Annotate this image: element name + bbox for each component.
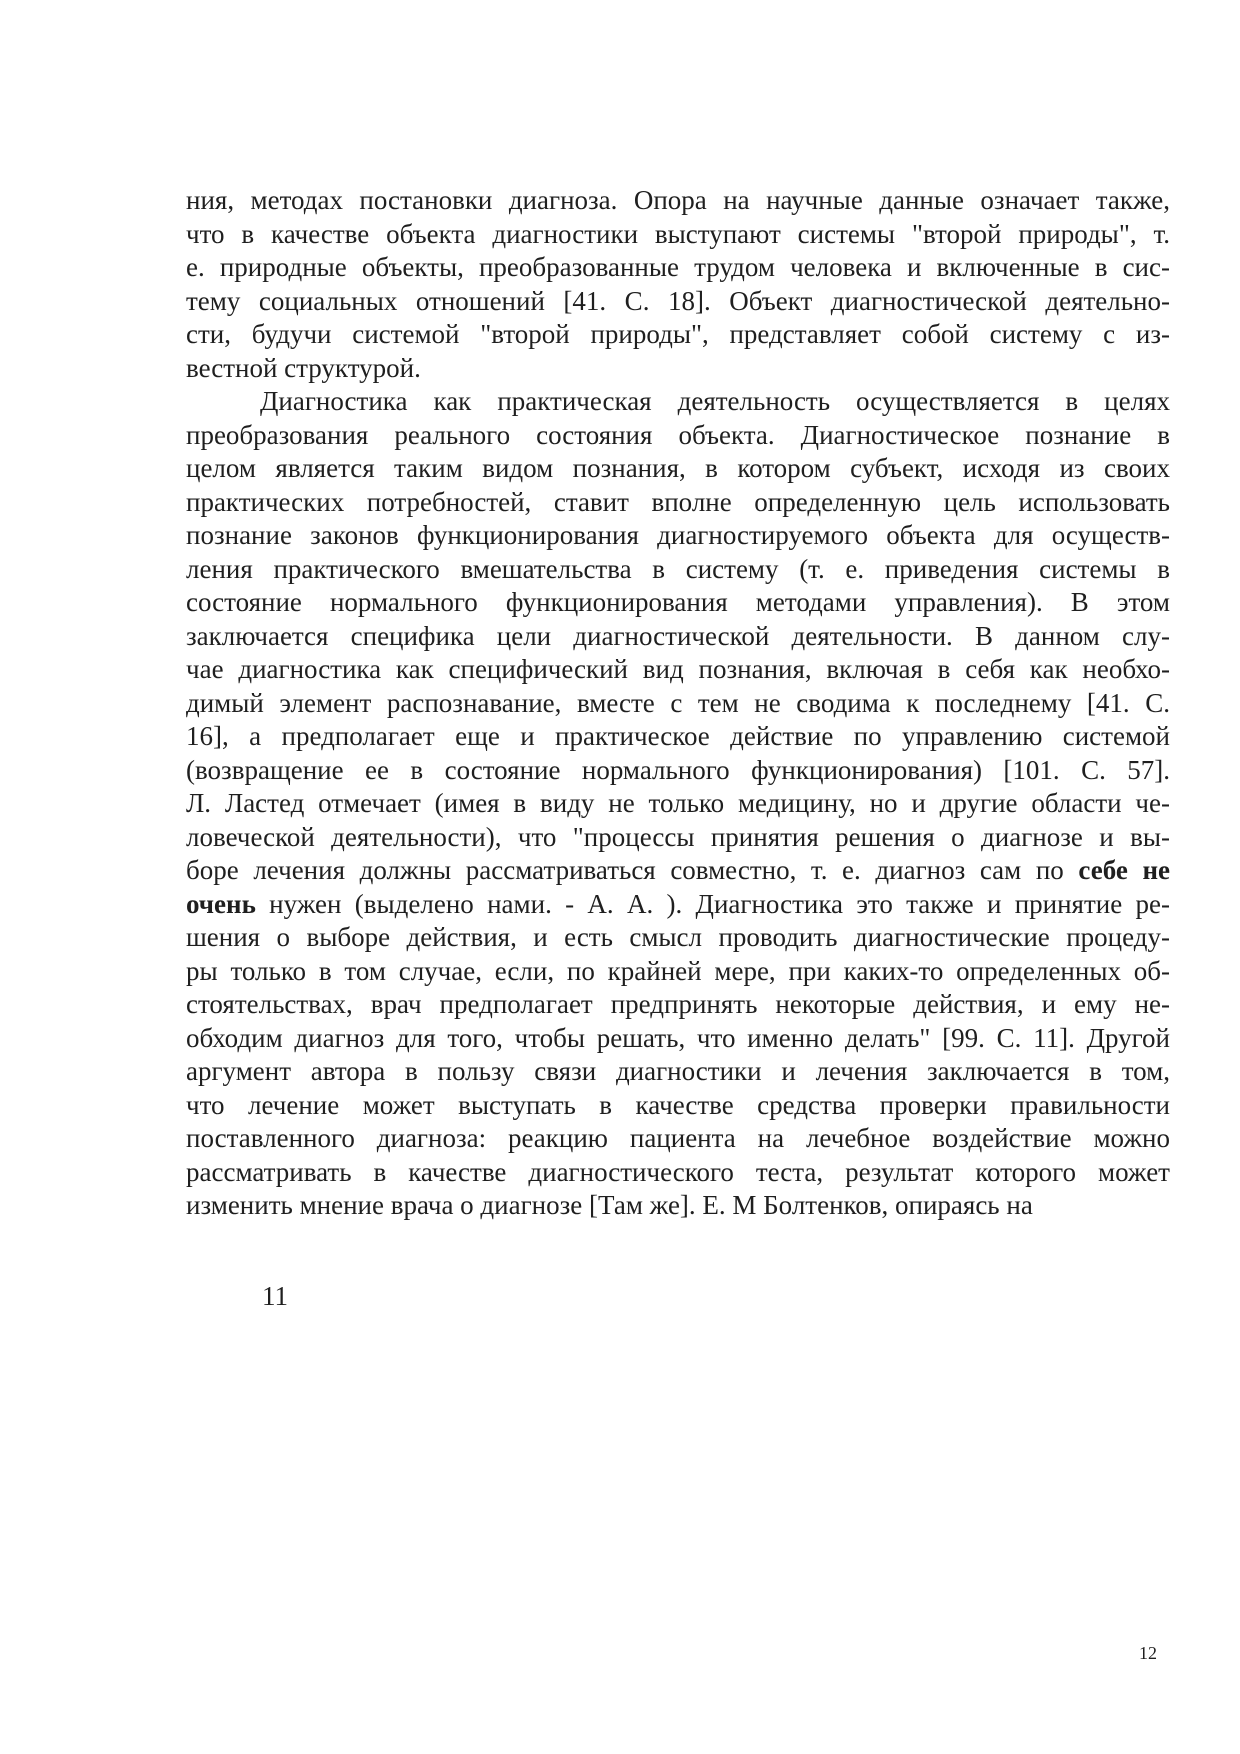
text-line: ления практического вмешательства в систему (т. е. приведения системы в [186,553,1170,584]
text-line: чае диагностика как специфический вид познания, включая в себя как необхо- [186,654,1170,684]
text-line: заключается специфика цели диагностической деятельности. В данном слу- [186,620,1170,651]
text-line: изменить мнение врача о диагнозе [Там же]. Е. М Болтенков, опираясь на [186,1190,1033,1220]
text-line: аргумент автора в пользу связи диагностики и лечения заключается в том, [186,1056,1170,1086]
text-line: ловеческой деятельности), что "процессы принятия решения о диагнозе и вы- [186,821,1170,852]
text-run: нужен (выделено нами. - А. А. ). Диагностика это также и принятие ре- [255,888,1170,919]
text-line: сти, будучи системой "второй природы", представляет собой систему с из- [186,319,1170,349]
text-line: рассматривать в качестве диагностического теста, результат которого может [186,1156,1170,1187]
text-line: практических потребностей, ставит вполне определенную цель использовать [186,486,1170,517]
text-line: поставленного диагноза: реакцию пациента на лечебное воздействие можно [186,1123,1170,1153]
text-line: (возвращение ее в состояние нормального функционирования) [101. С. 57]. [186,754,1170,785]
text-run: боре лечения должны рассматриваться совместно, т. е. диагноз сам по [186,855,1079,885]
text-line: ры только в том случае, если, по крайней мере, при каких-то определенных об- [186,955,1170,986]
text-line: целом является таким видом познания, в котором субъект, исходя из своих [186,453,1170,483]
footer-page-number: 12 [1139,1643,1157,1663]
paragraph-1 [186,184,1170,385]
text-line: Диагностика как практическая деятельность осуществляется в целях [260,386,1170,416]
text-line: преобразования реального состояния объекта. Диагностическое познание в [186,419,1170,450]
text-line: шения о выборе действия, и есть смысл проводить диагностические процеду- [186,922,1170,952]
text-line: тему социальных отношений [41. С. 18]. Объект диагностической деятельно- [186,285,1170,316]
inline-page-number: 11 [262,1281,288,1311]
text-line: познание законов функционирования диагностируемого объекта для осуществ- [186,520,1170,550]
text-line: что лечение может выступать в качестве средства проверки правильности [186,1089,1170,1120]
text-line: что в качестве объекта диагностики выступают системы "второй природы", т. [186,218,1170,249]
text-line: димый элемент распознавание, вместе с тем не сводима к последнему [41. С. [186,687,1170,718]
text-line: Л. Ластед отмечает (имея в виду не только медицину, но и другие области че- [186,788,1170,818]
bold-emphasis: себе не [1078,855,1170,885]
page-body [186,184,1170,1223]
paragraph-2 [186,385,1170,1223]
text-line: стоятельствах, врач предполагает предпринять некоторые действия, и ему не- [186,989,1170,1019]
text-line: обходим диагноз для того, чтобы решать, что именно делать" [99. С. 11]. Другой [186,1022,1170,1053]
bold-emphasis: очень [186,888,256,919]
text-line: 16], а предполагает еще и практическое действие по управлению системой [186,721,1170,751]
text-line: е. природные объекты, преобразованные трудом человека и включенные в сис- [186,252,1170,282]
text-line [186,854,1170,888]
text-line: вестной структурой. [186,352,421,383]
text-line [186,888,1170,922]
text-line: состояние нормального функционирования методами управления). В этом [186,587,1170,617]
text-line: ния, методах постановки диагноза. Опора на научные данные означает также, [186,185,1170,215]
